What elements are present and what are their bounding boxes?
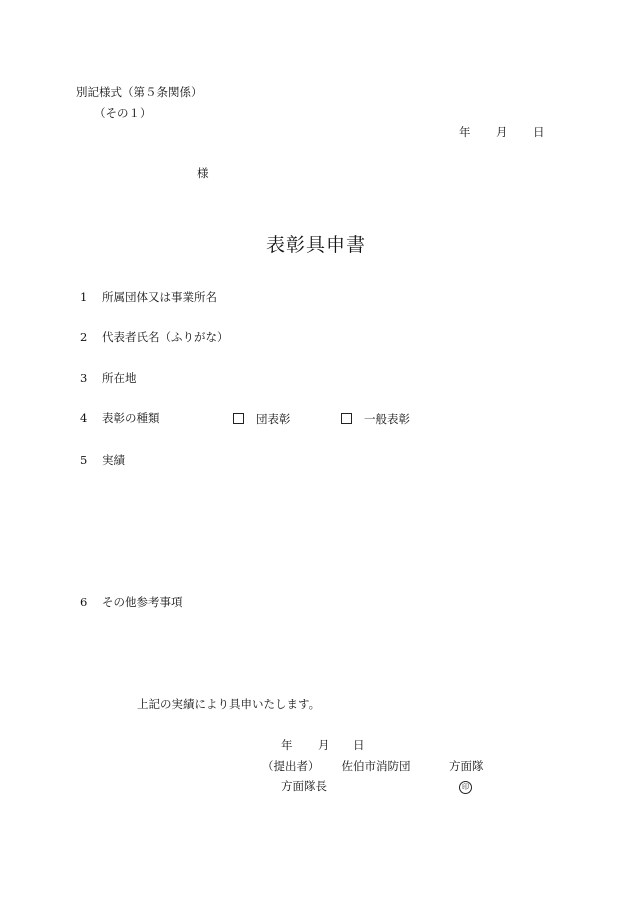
seal-icon: 印 — [459, 781, 472, 794]
item-number: 1 — [80, 290, 88, 304]
item-3 — [80, 373, 137, 385]
top-date-month: 月 — [496, 125, 508, 139]
item-label: 所在地 — [102, 371, 137, 385]
top-date-year: 年 — [459, 125, 471, 139]
item-4 — [80, 413, 160, 425]
bottom-date-year: 年 — [281, 738, 293, 752]
submitter-unit: 方面隊 — [449, 759, 484, 773]
document-title: 表彰具申書 — [266, 234, 367, 256]
award-option-general — [341, 413, 410, 426]
award-option-group — [233, 413, 291, 426]
bottom-date-day: 日 — [353, 738, 365, 752]
top-date-day: 日 — [533, 125, 545, 139]
form-label: 別記様式（第５条関係） — [76, 85, 203, 99]
item-number: 6 — [80, 595, 88, 609]
item-number: 4 — [80, 411, 88, 425]
item-number: 3 — [80, 371, 88, 385]
item-label: その他参考事項 — [102, 595, 183, 609]
item-5 — [80, 455, 125, 467]
submitter-label: （提出者） — [262, 759, 320, 773]
checkbox[interactable] — [233, 413, 244, 424]
item-label: 表彰の種類 — [102, 411, 160, 425]
item-label: 実績 — [102, 453, 125, 467]
bottom-date-month: 月 — [318, 738, 330, 752]
item-number: 5 — [80, 453, 88, 467]
submitter-line — [262, 761, 411, 773]
award-option-label: 団表彰 — [256, 412, 291, 426]
award-option-label: 一般表彰 — [364, 412, 410, 426]
item-label: 代表者氏名（ふりがな） — [102, 330, 229, 344]
submitter-title: 方面隊長 — [281, 779, 327, 793]
addressee-suffix: 様 — [197, 166, 209, 180]
form-sub-label: （その１） — [94, 106, 152, 120]
seal-mark — [459, 780, 472, 794]
item-number: 2 — [80, 330, 88, 344]
item-6 — [80, 597, 183, 609]
item-label: 所属団体又は事業所名 — [102, 290, 217, 304]
submitter-org: 佐伯市消防団 — [341, 759, 411, 773]
item-2 — [80, 332, 229, 344]
closing-statement: 上記の実績により具申いたします。 — [137, 697, 321, 711]
item-1 — [80, 292, 217, 304]
checkbox[interactable] — [341, 413, 352, 424]
